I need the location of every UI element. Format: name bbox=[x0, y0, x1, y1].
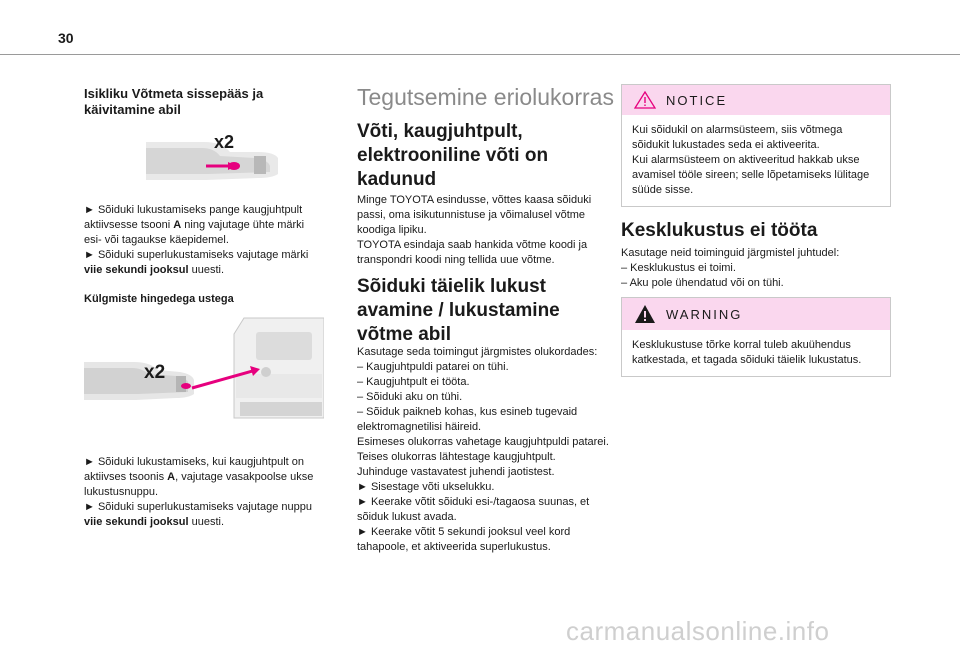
list-item: – Aku pole ühendatud või on tühi. bbox=[621, 277, 784, 289]
step-item: ► Keerake võtit 5 sekundi jooksul veel kord tahapoole, et aktiveerida superlukustus. bbox=[357, 526, 571, 553]
van-rear-illustration bbox=[84, 314, 324, 422]
x2-badge: x2 bbox=[214, 132, 235, 152]
notice-header bbox=[622, 85, 890, 115]
follow-text: Juhinduge vastavatest juhendi jaotistest. bbox=[357, 466, 555, 478]
heading-keyless: Isikliku Võtmeta sissepääs ja käivitamine abil bbox=[84, 86, 264, 117]
warning-header bbox=[622, 298, 890, 330]
list-item: – Kaugjuhtpult ei tööta. bbox=[357, 376, 470, 388]
heading-side-doors: Külgmiste hingedega ustega bbox=[84, 293, 234, 305]
notice-text: Kui sõidukil on alarmsüsteem, siis võtmega sõidukit lukustades seda ei aktiveerita. Kui alarmsüsteem on aktiveeritud hakkab ukse avamisel tööle sireen; selle lõpetamiseks lülitage süüde sisse. bbox=[632, 124, 870, 196]
notice-triangle-icon bbox=[634, 91, 656, 109]
central-locking-content bbox=[621, 246, 883, 291]
notice-box bbox=[621, 84, 891, 207]
heading-lost-key: Võti, kaugjuhtpult, elektrooniline võti on kadunud bbox=[357, 121, 549, 190]
list-item: – Kesklukustus ei toimi. bbox=[621, 262, 736, 274]
list-item: – Sõiduki aku on tühi. bbox=[357, 391, 463, 403]
list-item: – Sõiduk paikneb kohas, kus esineb tugevaid elektromagnetilisi häireid. bbox=[357, 406, 578, 433]
section-title: Tegutsemine eriolukorras bbox=[357, 84, 614, 110]
warning-title: WARNING bbox=[666, 306, 743, 322]
step-item: ► Keerake võtit sõiduki esi-/tagaosa suunas, et sõiduk lukust avada. bbox=[357, 496, 590, 523]
paragraph-keyless-lock: ► Sõiduki lukustamiseks pange kaugjuhtpult aktiivsesse tsooni A ning vajutage ühte märki esi- või tagaukse käepidemel. ► Sõiduki superlukustamiseks vajutage märki viie sekundi jooksul uuesti. bbox=[84, 204, 309, 276]
top-divider bbox=[0, 54, 960, 55]
warning-text: Kesklukustuse tõrke korral tuleb akuühendus katkestada, et tagada sõiduki täielik lukustatus. bbox=[632, 339, 862, 366]
paragraph-side-door-lock: ► Sõiduki lukustamiseks, kui kaugjuhtpult on aktiivses tsoonis A, vajutage vasakpoolse ukse lukustusnuppu. ► Sõiduki superlukustamiseks vajutage nuppu viie sekundi jooksul uuesti. bbox=[84, 456, 314, 528]
notice-title: NOTICE bbox=[666, 92, 728, 108]
paragraph-lost-key: Minge TOYOTA esindusse, võttes kaasa sõiduki passi, oma isikutunnistuse ja võimalusel võtme koodiga lipiku. TOYOTA esindaja saab hankida võtme koodi ja transpondri koodi ning tellida uue võtme. bbox=[357, 194, 592, 266]
page-number: 30 bbox=[58, 30, 74, 46]
door-handle-illustration bbox=[146, 128, 296, 188]
heading-central-locking: Kesklukustus ei tööta bbox=[621, 220, 818, 241]
case1-text: Esimeses olukorras vahetage kaugjuhtpuldi patarei. bbox=[357, 436, 609, 448]
watermark-text: carmanualsonline.info bbox=[566, 616, 830, 646]
case2-text: Teises olukorras lähtestage kaugjuhtpult. bbox=[357, 451, 556, 463]
full-lock-content bbox=[357, 345, 615, 555]
x2-badge: x2 bbox=[144, 362, 166, 383]
warning-box bbox=[621, 297, 891, 377]
warning-triangle-icon bbox=[634, 304, 656, 324]
heading-full-lock: Sõiduki täielik lukust avamine / lukustamine võtme abil bbox=[357, 276, 560, 345]
step-item: ► Sisestage võti ukselukku. bbox=[357, 481, 495, 493]
full-lock-intro: Kasutage seda toimingut järgmistes olukordades: bbox=[357, 346, 598, 358]
list-item: – Kaugjuhtpuldi patarei on tühi. bbox=[357, 361, 509, 373]
central-intro: Kasutage neid toiminguid järgmistel juhtudel: bbox=[621, 247, 840, 259]
